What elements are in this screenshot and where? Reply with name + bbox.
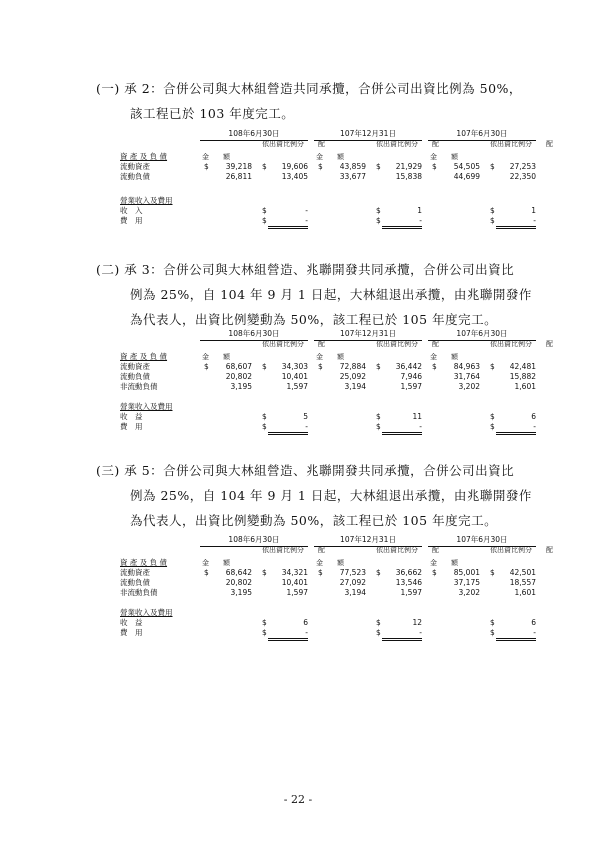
- amount-header: 金 額: [316, 353, 344, 361]
- value-cell: 26,811: [225, 172, 252, 181]
- value-cell: 21,929: [395, 162, 422, 171]
- share-header: 依出資比例分 配: [262, 546, 325, 554]
- value-cell: 27,092: [339, 578, 366, 587]
- value-cell: 44,699: [453, 172, 480, 181]
- section-1-line-2: 該工程已於 103 年度完工。: [130, 106, 295, 121]
- period-header: 107年12月31日: [314, 534, 422, 547]
- value-cell: 3,194: [344, 588, 366, 597]
- currency-symbol: $: [204, 162, 209, 171]
- table-row: [120, 608, 536, 618]
- table-header: [200, 328, 553, 352]
- amount-header: 金 額: [202, 559, 230, 567]
- section-2: [96, 257, 556, 332]
- value-cell: 13,405: [281, 172, 308, 181]
- currency-symbol: $: [262, 618, 267, 627]
- currency-symbol: $: [490, 568, 495, 577]
- value-cell: 1,597: [286, 588, 308, 597]
- value-cell: 77,523: [339, 568, 366, 577]
- value-cell: 22,350: [509, 172, 536, 181]
- currency-symbol: $: [376, 206, 381, 215]
- income-header: 營業收入及費用: [120, 402, 173, 411]
- value-cell: 10,401: [281, 372, 308, 381]
- currency-symbol: $: [490, 216, 495, 225]
- value-cell: 85,001: [453, 568, 480, 577]
- section-2-text: [96, 257, 556, 332]
- row-label: 費 用: [120, 422, 143, 431]
- amount-header: 金 額: [316, 153, 344, 161]
- currency-symbol: $: [432, 568, 437, 577]
- currency-symbol: $: [262, 362, 267, 371]
- value-cell: 3,202: [458, 382, 480, 391]
- value-cell: 18,557: [509, 578, 536, 587]
- table-spacer: [200, 182, 536, 196]
- row-label: 收 入: [120, 206, 143, 215]
- period-header: 108年6月30日: [200, 328, 308, 341]
- value-cell: 39,218: [225, 162, 252, 171]
- table-row: [120, 206, 536, 216]
- currency-symbol: $: [376, 412, 381, 421]
- row-label: 流動資產: [120, 568, 150, 577]
- currency-symbol: $: [262, 628, 267, 637]
- table-row: [120, 412, 536, 422]
- value-cell: 68,607: [225, 362, 252, 371]
- table-row: [120, 216, 536, 226]
- table-row: [120, 558, 536, 568]
- table-row: [120, 382, 536, 392]
- section-2-table: [120, 328, 553, 432]
- assets-header: 資 產 及 負 債: [120, 558, 168, 567]
- currency-symbol: $: [318, 568, 323, 577]
- currency-symbol: $: [376, 362, 381, 371]
- table-row: [120, 152, 536, 162]
- currency-symbol: $: [490, 628, 495, 637]
- value-cell: 15,838: [395, 172, 422, 181]
- value-cell: 1,601: [514, 588, 536, 597]
- row-label: 流動負債: [120, 578, 150, 587]
- currency-symbol: $: [490, 206, 495, 215]
- amount-header: 金 額: [202, 153, 230, 161]
- period-header: 107年6月30日: [428, 128, 536, 141]
- value-cell: 72,884: [339, 362, 366, 371]
- table-row: [120, 628, 536, 638]
- table-row: [120, 196, 536, 206]
- currency-symbol: $: [318, 362, 323, 371]
- value-cell: 3,202: [458, 588, 480, 597]
- value-cell: -: [268, 628, 308, 641]
- table-row: [120, 362, 536, 372]
- row-label: 流動負債: [120, 172, 150, 181]
- currency-symbol: $: [376, 422, 381, 431]
- row-label: 流動負債: [120, 372, 150, 381]
- section-1: [96, 76, 556, 126]
- value-cell: 3,194: [344, 382, 366, 391]
- share-header: 依出資比例分 配: [262, 340, 325, 348]
- row-label: 非流動負債: [120, 382, 158, 391]
- currency-symbol: $: [432, 162, 437, 171]
- table-row: [120, 588, 536, 598]
- section-2-line-1: (二) 承 3：合併公司與大林組營造、兆聯開發共同承攬，合併公司出資比: [96, 262, 515, 277]
- table-header: [200, 534, 553, 558]
- value-cell: 3,195: [230, 588, 252, 597]
- value-cell: -: [382, 422, 422, 435]
- value-cell: 6: [531, 412, 536, 421]
- value-cell: -: [268, 422, 308, 435]
- value-cell: 34,321: [281, 568, 308, 577]
- currency-symbol: $: [490, 422, 495, 431]
- section-3-line-2: 例為 25%，自 104 年 9 月 1 日起，大林組退出承攬，由兆聯開發作: [130, 488, 532, 503]
- amount-header: 金 額: [202, 353, 230, 361]
- table-spacer: [200, 392, 536, 402]
- table-row: [120, 172, 536, 182]
- value-cell: 7,946: [400, 372, 422, 381]
- value-cell: 3,195: [230, 382, 252, 391]
- currency-symbol: $: [490, 362, 495, 371]
- currency-symbol: $: [204, 568, 209, 577]
- period-header: 107年12月31日: [314, 328, 422, 341]
- assets-header: 資 產 及 負 債: [120, 152, 168, 161]
- currency-symbol: $: [204, 362, 209, 371]
- share-header: 依出資比例分 配: [490, 546, 553, 554]
- row-label: 費 用: [120, 628, 143, 637]
- value-cell: 31,764: [453, 372, 480, 381]
- section-3: [96, 458, 556, 533]
- value-cell: -: [268, 216, 308, 229]
- table-row: [120, 618, 536, 628]
- section-2-line-3: 為代表人，出資比例變動為 50%，該工程已於 105 年度完工。: [130, 312, 498, 327]
- currency-symbol: $: [376, 162, 381, 171]
- value-cell: 20,802: [225, 578, 252, 587]
- section-1-line-1: (一) 承 2：合併公司與大林組營造共同承攬，合併公司出資比例為 50%，: [96, 81, 522, 96]
- value-cell: 27,253: [509, 162, 536, 171]
- value-cell: 33,677: [339, 172, 366, 181]
- value-cell: 36,662: [395, 568, 422, 577]
- currency-symbol: $: [262, 216, 267, 225]
- table-row: [120, 352, 536, 362]
- page-number: - 22 -: [283, 793, 313, 806]
- currency-symbol: $: [262, 206, 267, 215]
- share-header: 依出資比例分 配: [490, 340, 553, 348]
- value-cell: 54,505: [453, 162, 480, 171]
- section-3-line-3: 為代表人，出資比例變動為 50%，該工程已於 105 年度完工。: [130, 513, 498, 528]
- value-cell: -: [382, 628, 422, 641]
- currency-symbol: $: [376, 628, 381, 637]
- period-header: 108年6月30日: [200, 534, 308, 547]
- table-row: [120, 162, 536, 172]
- value-cell: -: [382, 216, 422, 229]
- table-row: [120, 422, 536, 432]
- section-3-table: [120, 534, 553, 638]
- section-1-table: [120, 128, 553, 226]
- table-row: [120, 372, 536, 382]
- value-cell: 42,481: [509, 362, 536, 371]
- table-spacer: [200, 598, 536, 608]
- period-header: 108年6月30日: [200, 128, 308, 141]
- value-cell: 42,501: [509, 568, 536, 577]
- value-cell: 43,859: [339, 162, 366, 171]
- value-cell: 37,175: [453, 578, 480, 587]
- table-row: [120, 402, 536, 412]
- row-label: 收 益: [120, 618, 143, 627]
- value-cell: 6: [531, 618, 536, 627]
- value-cell: 1,597: [400, 588, 422, 597]
- currency-symbol: $: [376, 216, 381, 225]
- currency-symbol: $: [490, 618, 495, 627]
- value-cell: -: [305, 206, 308, 215]
- value-cell: 1: [531, 206, 536, 215]
- value-cell: 1: [417, 206, 422, 215]
- share-header: 依出資比例分 配: [376, 140, 439, 148]
- value-cell: -: [496, 422, 536, 435]
- income-header: 營業收入及費用: [120, 608, 173, 617]
- amount-header: 金 額: [316, 559, 344, 567]
- assets-header: 資 產 及 負 債: [120, 352, 168, 361]
- value-cell: 84,963: [453, 362, 480, 371]
- value-cell: 34,303: [281, 362, 308, 371]
- currency-symbol: $: [262, 568, 267, 577]
- value-cell: 1,597: [400, 382, 422, 391]
- section-3-text: [96, 458, 556, 533]
- row-label: 非流動負債: [120, 588, 158, 597]
- section-2-line-2: 例為 25%，自 104 年 9 月 1 日起，大林組退出承攬，由兆聯開發作: [130, 287, 532, 302]
- currency-symbol: $: [318, 162, 323, 171]
- value-cell: 25,092: [339, 372, 366, 381]
- amount-header: 金 額: [430, 353, 458, 361]
- currency-symbol: $: [262, 422, 267, 431]
- table-header: [200, 128, 553, 152]
- currency-symbol: $: [376, 618, 381, 627]
- value-cell: 5: [303, 412, 308, 421]
- currency-symbol: $: [262, 412, 267, 421]
- value-cell: -: [496, 628, 536, 641]
- section-1-text: [96, 76, 556, 126]
- value-cell: 13,546: [395, 578, 422, 587]
- value-cell: 36,442: [395, 362, 422, 371]
- row-label: 收 益: [120, 412, 143, 421]
- share-header: 依出資比例分 配: [376, 546, 439, 554]
- table-row: [120, 578, 536, 588]
- value-cell: -: [496, 216, 536, 229]
- period-header: 107年12月31日: [314, 128, 422, 141]
- value-cell: 20,802: [225, 372, 252, 381]
- currency-symbol: $: [262, 162, 267, 171]
- value-cell: 19,606: [281, 162, 308, 171]
- share-header: 依出資比例分 配: [376, 340, 439, 348]
- row-label: 費 用: [120, 216, 143, 225]
- period-header: 107年6月30日: [428, 328, 536, 341]
- value-cell: 1,601: [514, 382, 536, 391]
- currency-symbol: $: [376, 568, 381, 577]
- value-cell: 1,597: [286, 382, 308, 391]
- value-cell: 11: [412, 412, 422, 421]
- table-row: [120, 568, 536, 578]
- income-header: 營業收入及費用: [120, 196, 173, 205]
- row-label: 流動資產: [120, 362, 150, 371]
- currency-symbol: $: [490, 412, 495, 421]
- value-cell: 15,882: [509, 372, 536, 381]
- value-cell: 10,401: [281, 578, 308, 587]
- value-cell: 12: [412, 618, 422, 627]
- currency-symbol: $: [432, 362, 437, 371]
- value-cell: 68,642: [225, 568, 252, 577]
- period-header: 107年6月30日: [428, 534, 536, 547]
- share-header: 依出資比例分 配: [262, 140, 325, 148]
- currency-symbol: $: [490, 162, 495, 171]
- value-cell: 6: [303, 618, 308, 627]
- amount-header: 金 額: [430, 153, 458, 161]
- row-label: 流動資產: [120, 162, 150, 171]
- amount-header: 金 額: [430, 559, 458, 567]
- section-3-line-1: (三) 承 5：合併公司與大林組營造、兆聯開發共同承攬，合併公司出資比: [96, 463, 515, 478]
- share-header: 依出資比例分 配: [490, 140, 553, 148]
